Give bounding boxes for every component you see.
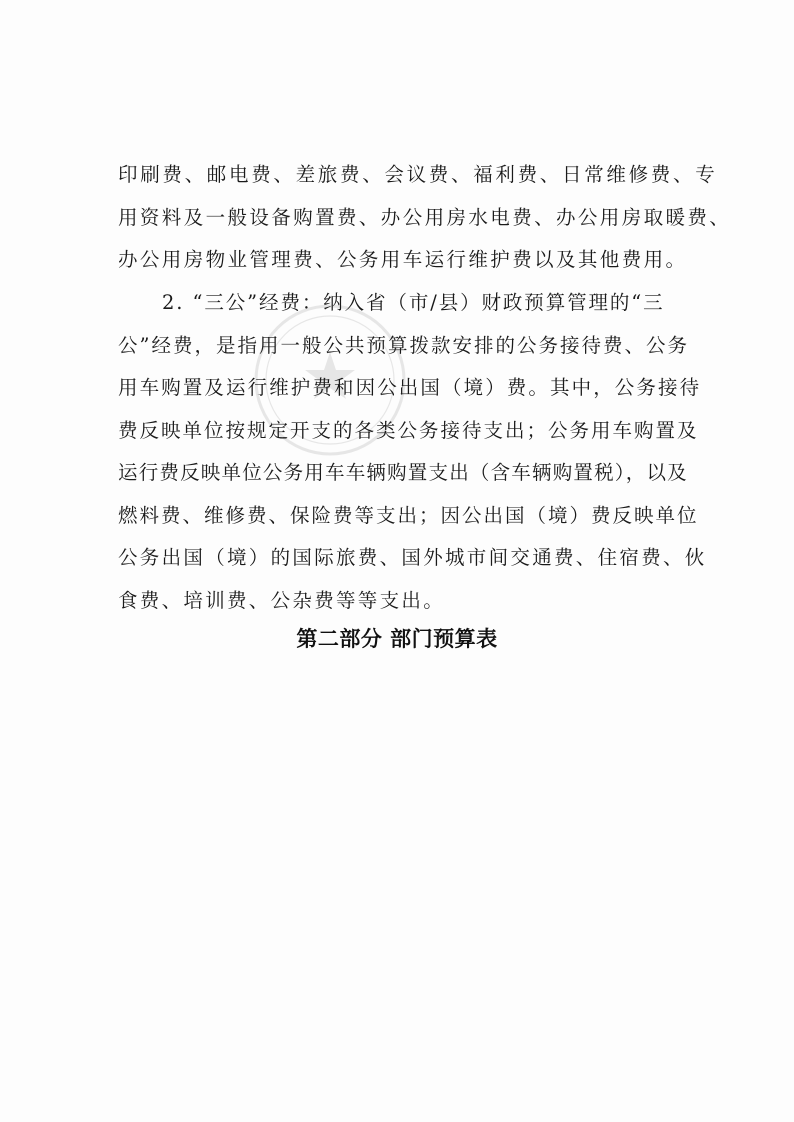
body-text-line: 用资料及一般设备购置费、办公用房水电费、办公用房取暖费、	[118, 206, 732, 229]
body-text-line: 2. “三公”经费：纳入省（市/县）财政预算管理的“三	[162, 291, 665, 314]
body-text-line: 办公用房物业管理费、公务用车运行维护费以及其他费用。	[118, 248, 688, 271]
body-text-line: 公”经费，是指用一般公共预算拨款安排的公务接待费、公务	[118, 334, 689, 357]
body-text-line: 食费、培训费、公杂费等等支出。	[118, 589, 446, 612]
body-text-line: 印刷费、邮电费、差旅费、会议费、福利费、日常维修费、专	[118, 163, 718, 186]
body-text-line: 用车购置及运行维护费和因公出国（境）费。其中，公务接待	[118, 376, 702, 399]
body-text-line: 运行费反映单位公务用车车辆购置支出（含车辆购置税），以及	[118, 461, 688, 484]
body-text-line: 公务出国（境）的国际旅费、国外城市间交通费、住宿费、伙	[118, 546, 707, 569]
body-text-line: 费反映单位按规定开支的各类公务接待支出；公务用车购置及	[118, 419, 699, 442]
section-heading: 第二部分 部门预算表	[296, 627, 498, 651]
body-text-line: 燃料费、维修费、保险费等支出；因公出国（境）费反映单位	[118, 504, 699, 527]
